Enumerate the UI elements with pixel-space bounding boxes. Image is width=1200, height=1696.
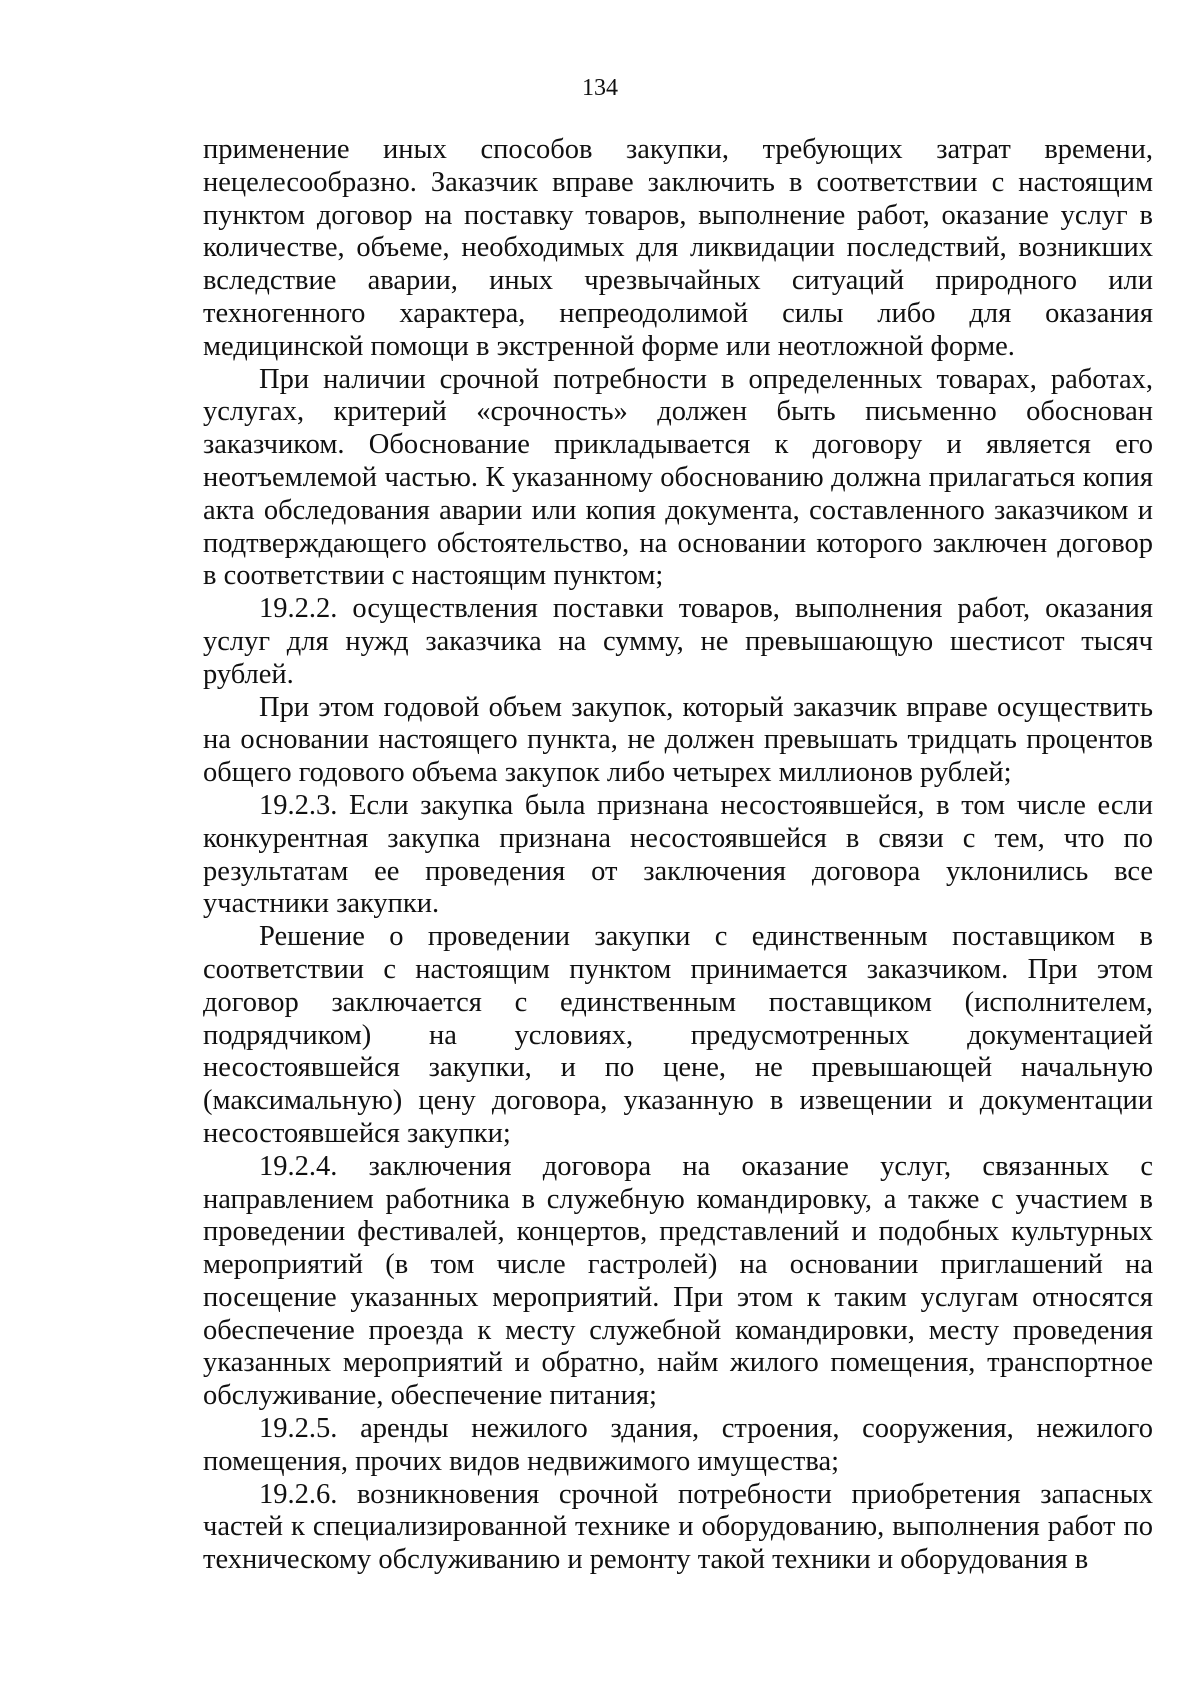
page-number: 134 xyxy=(582,75,618,101)
paragraph-continuation: применение иных способов закупки, требующих затрат времени, нецелесообразно. Заказчик вправе заключить в соответствии с настоящим пунктом договор на поставку товаров, выполнение работ, оказание услуг в количестве, объеме, необходимых для ликвидации последствий, возникших вследствие аварии, иных чрезвычайных ситуаций природного или техногенного характера, непреодолимой силы либо для оказания медицинской помощи в экстренной форме или неотложной форме. xyxy=(203,134,1153,362)
paragraph-annual-volume-limit: При этом годовой объем закупок, который заказчик вправе осуществить на основании настоящего пункта, не должен превышать тридцать процентов общего годового объема закупок либо четырех миллионов рублей; xyxy=(203,691,1153,789)
clause-19-2-3: 19.2.3. Если закупка была признана несостоявшейся, в том числе если конкурентная закупка признана несостоявшейся в связи с тем, что по результатам ее проведения от заключения договора уклонились все участники закупки. xyxy=(203,789,1153,920)
clause-19-2-6: 19.2.6. возникновения срочной потребности приобретения запасных частей к специализированной технике и оборудованию, выполнения работ по техническому обслуживанию и ремонту такой техники и оборудования в xyxy=(203,1478,1153,1576)
paragraph-single-supplier-decision: Решение о проведении закупки с единственным поставщиком в соответствии с настоящим пунктом принимается заказчиком. При этом договор заключается с единственным поставщиком (исполнителем, подрядчиком) на условиях, предусмотренных документацией несостоявшейся закупки, и по цене, не превышающей начальную (максимальную) цену договора, указанную в извещении и документации несостоявшейся закупки; xyxy=(203,921,1153,1149)
clause-19-2-5: 19.2.5. аренды нежилого здания, строения, сооружения, нежилого помещения, прочих видов недвижимого имущества; xyxy=(203,1413,1153,1477)
clause-19-2-2: 19.2.2. осуществления поставки товаров, выполнения работ, оказания услуг для нужд заказчика на сумму, не превышающую шестисот тысяч рублей. xyxy=(203,593,1153,690)
document-body xyxy=(203,134,1153,1577)
clause-19-2-4: 19.2.4. заключения договора на оказание услуг, связанных с направлением работника в служебную командировку, а также с участием в проведении фестивалей, концертов, представлений и подобных культурных мероприятий (в том числе гастролей) на основании приглашений на посещение указанных мероприятий. При этом к таким услугам относятся обеспечение проезда к месту служебной командировки, месту проведения указанных мероприятий и обратно, найм жилого помещения, транспортное обслуживание, обеспечение питания; xyxy=(203,1150,1153,1412)
paragraph-urgency-justification: При наличии срочной потребности в определенных товарах, работах, услугах, критерий «срочность» должен быть письменно обоснован заказчиком. Обоснование прикладывается к договору и является его неотъемлемой частью. К указанному обоснованию должна прилагаться копия акта обследования аварии или копия документа, составленного заказчиком и подтверждающего обстоятельство, на основании которого заключен договор в соответствии с настоящим пунктом; xyxy=(203,363,1153,592)
